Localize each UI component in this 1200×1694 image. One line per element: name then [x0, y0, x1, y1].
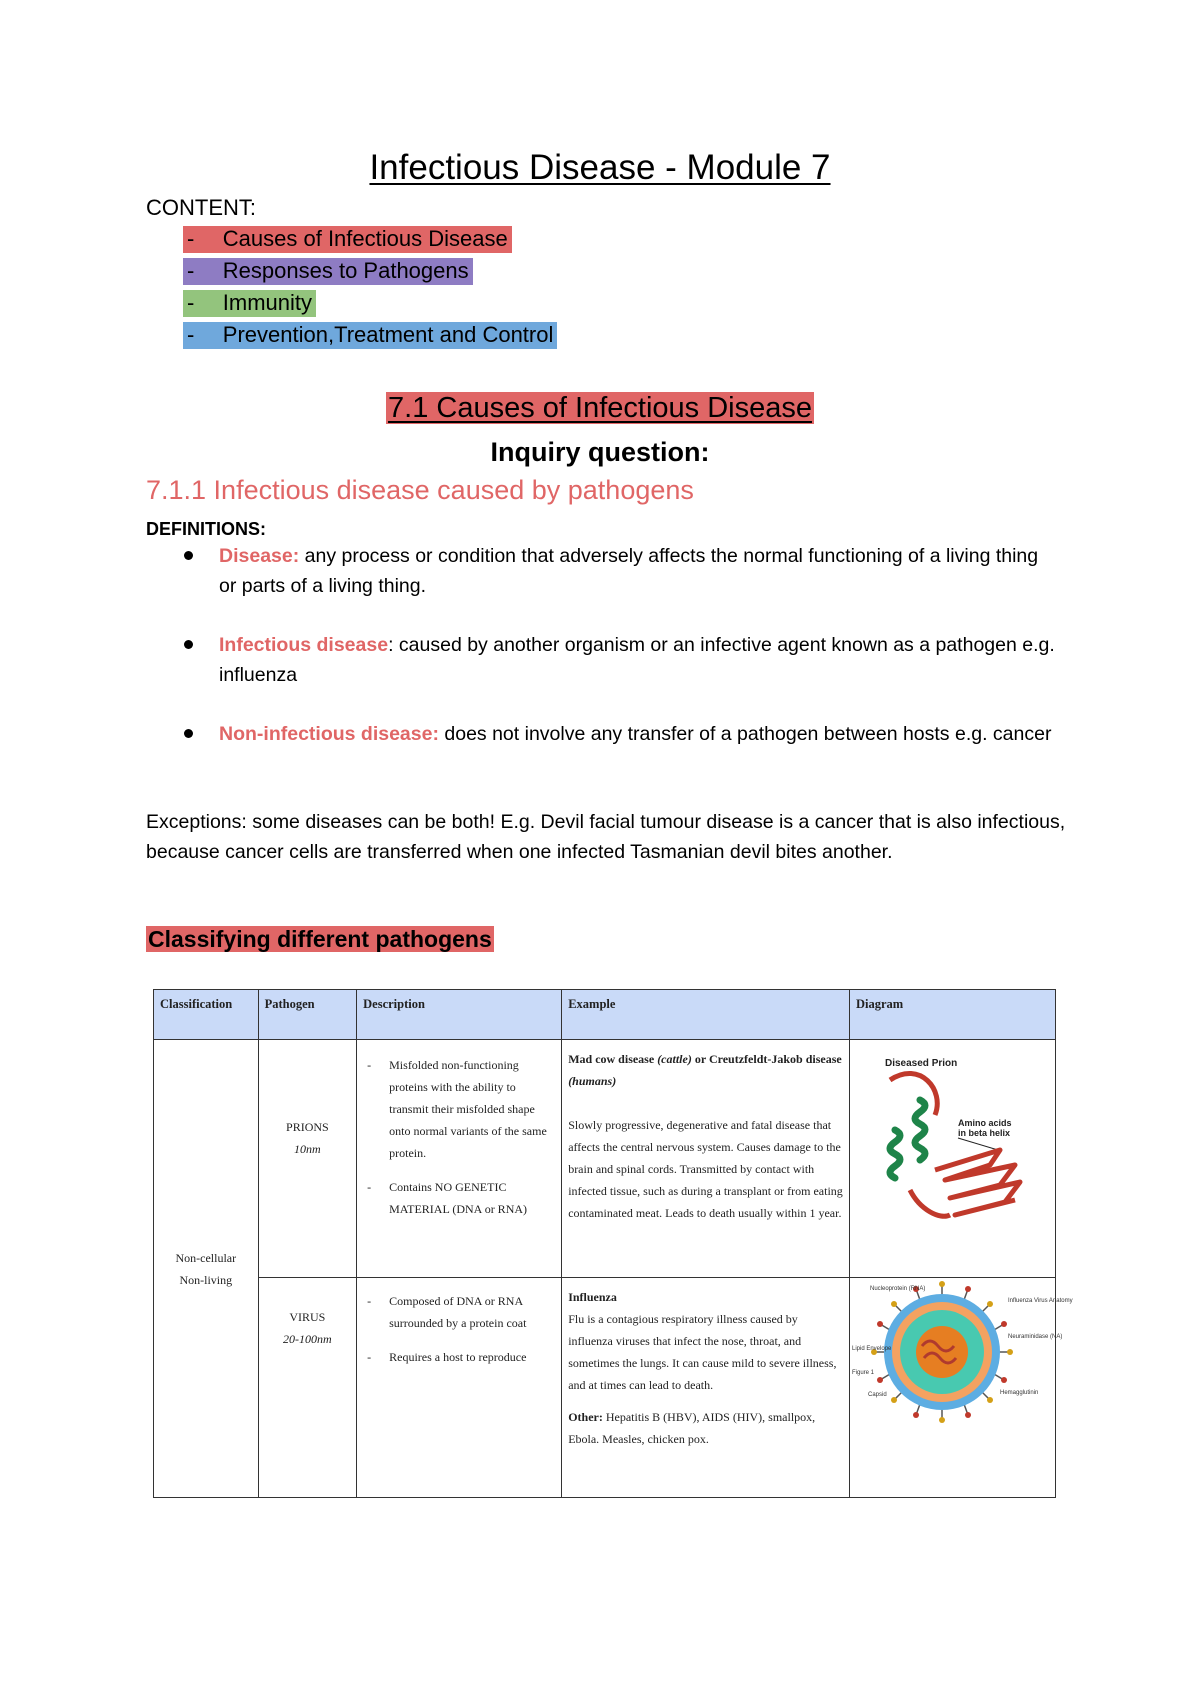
content-label: CONTENT:: [146, 195, 256, 220]
svg-text:Capsid: Capsid: [868, 1392, 887, 1398]
classify-heading: Classifying different pathogens: [148, 926, 492, 952]
example-text: Flu is a contagious respiratory illness caused by influenza viruses that infect the nose, throat, and sometimes the lungs. It can cause mild to severe illness, and at times can lead to death.: [568, 1312, 837, 1392]
bullet-icon: [184, 729, 193, 738]
description-item: - Misfolded non-functioning proteins with the ability to transmit their misfolded shape onto normal variants of the same protein.: [367, 1054, 553, 1164]
example-cell: [562, 1278, 850, 1498]
content-item: - Causes of Infectious Disease: [183, 226, 557, 258]
svg-text:Hemagglutinin: Hemagglutinin: [1000, 1390, 1039, 1396]
svg-text:Lipid Envelope: Lipid Envelope: [852, 1346, 892, 1352]
example-cell: [562, 1040, 850, 1278]
section-title: 7.1 Causes of Infectious Disease: [388, 392, 812, 424]
pathogen-cell: [258, 1040, 357, 1278]
description-item: - Contains NO GENETIC MATERIAL (DNA or RNA): [367, 1176, 553, 1220]
table-row: [154, 1278, 1056, 1498]
header-classification: Classification: [154, 990, 259, 1040]
example-text: Slowly progressive, degenerative and fatal disease that affects the central nervous system. Causes damage to the brain and spinal cords. Transmitted by contact with infected tissue, such as during a transplant or from eating contaminated meat. Leads to death usually within 1 year.: [568, 1118, 843, 1220]
prion-protein-diagram-icon: [850, 1040, 1055, 1270]
header-example: Example: [562, 990, 850, 1040]
example-title: Mad cow disease (cattle) or Creutzfeldt-Jakob disease (humans): [568, 1052, 842, 1088]
example-title: Influenza: [568, 1290, 617, 1304]
table-row: [154, 1040, 1056, 1278]
content-item: - Immunity: [183, 290, 557, 322]
description-item: - Composed of DNA or RNA surrounded by a protein coat: [367, 1290, 553, 1334]
definitions-label: DEFINITIONS:: [146, 519, 266, 539]
svg-text:Influenza Virus Anatomy: Influenza Virus Anatomy: [1008, 1298, 1073, 1304]
inquiry-question-label: Inquiry question:: [490, 437, 710, 467]
svg-text:Neuraminidase (NA): Neuraminidase (NA): [1008, 1334, 1063, 1340]
description-item: - Requires a host to reproduce: [367, 1346, 553, 1368]
sub-heading: 7.1.1 Infectious disease caused by pathogens: [146, 475, 694, 505]
diagram-cell: [850, 1278, 1073, 1498]
diagram-cell: [850, 1040, 1056, 1278]
description-cell: [357, 1040, 562, 1278]
pathogen-size: 10nm: [294, 1142, 321, 1156]
content-list: [183, 226, 557, 354]
pathogen-cell: [258, 1278, 357, 1498]
header-diagram: Diagram: [850, 990, 1056, 1040]
example-other: Other: Hepatitis B (HBV), AIDS (HIV), smallpox, Ebola. Measles, chicken pox.: [568, 1410, 816, 1446]
pathogen-table: [153, 989, 1073, 1498]
svg-text:Diseased Prion: Diseased Prion: [885, 1058, 958, 1069]
classification-cell: [154, 1040, 259, 1498]
header-description: Description: [357, 990, 562, 1040]
influenza-virus-diagram-icon: [850, 1278, 1073, 1493]
svg-text:Figure 1: Figure 1: [852, 1370, 875, 1376]
classification-line: Non-cellular: [175, 1250, 237, 1265]
classification-line: Non-living: [179, 1272, 233, 1287]
pathogen-name: PRIONS: [286, 1120, 329, 1134]
definition-item: Non-infectious disease: does not involve any transfer of a pathogen between hosts e.g. cancer: [219, 723, 1052, 745]
svg-text:in beta helix: in beta helix: [958, 1128, 1011, 1138]
svg-text:Nucleoprotein (RNA): Nucleoprotein (RNA): [870, 1286, 926, 1292]
document-title: Infectious Disease - Module 7: [369, 148, 831, 187]
definition-item: Infectious disease: caused by another organism or an infective agent known as a pathogen e.g. influenza: [219, 634, 1055, 686]
content-item: - Prevention,Treatment and Control: [183, 322, 557, 354]
pathogen-name: VIRUS: [289, 1310, 326, 1324]
svg-text:Amino acids: Amino acids: [958, 1118, 1012, 1128]
definition-item: Disease: any process or condition that adversely affects the normal functioning of a living thing or parts of a living thing.: [219, 545, 1039, 597]
pathogen-size: 20-100nm: [283, 1332, 332, 1346]
bullet-icon: [184, 640, 193, 649]
header-pathogen: Pathogen: [258, 990, 357, 1040]
content-item: - Responses to Pathogens: [183, 258, 557, 290]
table-header-row: [154, 990, 1056, 1040]
bullet-icon: [184, 551, 193, 560]
exceptions-paragraph: Exceptions: some diseases can be both! E.g. Devil facial tumour disease is a cancer that is also infectious, because cancer cells are transferred when one infected Tasmanian devil bites another.: [146, 811, 1066, 863]
description-cell: [357, 1278, 562, 1498]
